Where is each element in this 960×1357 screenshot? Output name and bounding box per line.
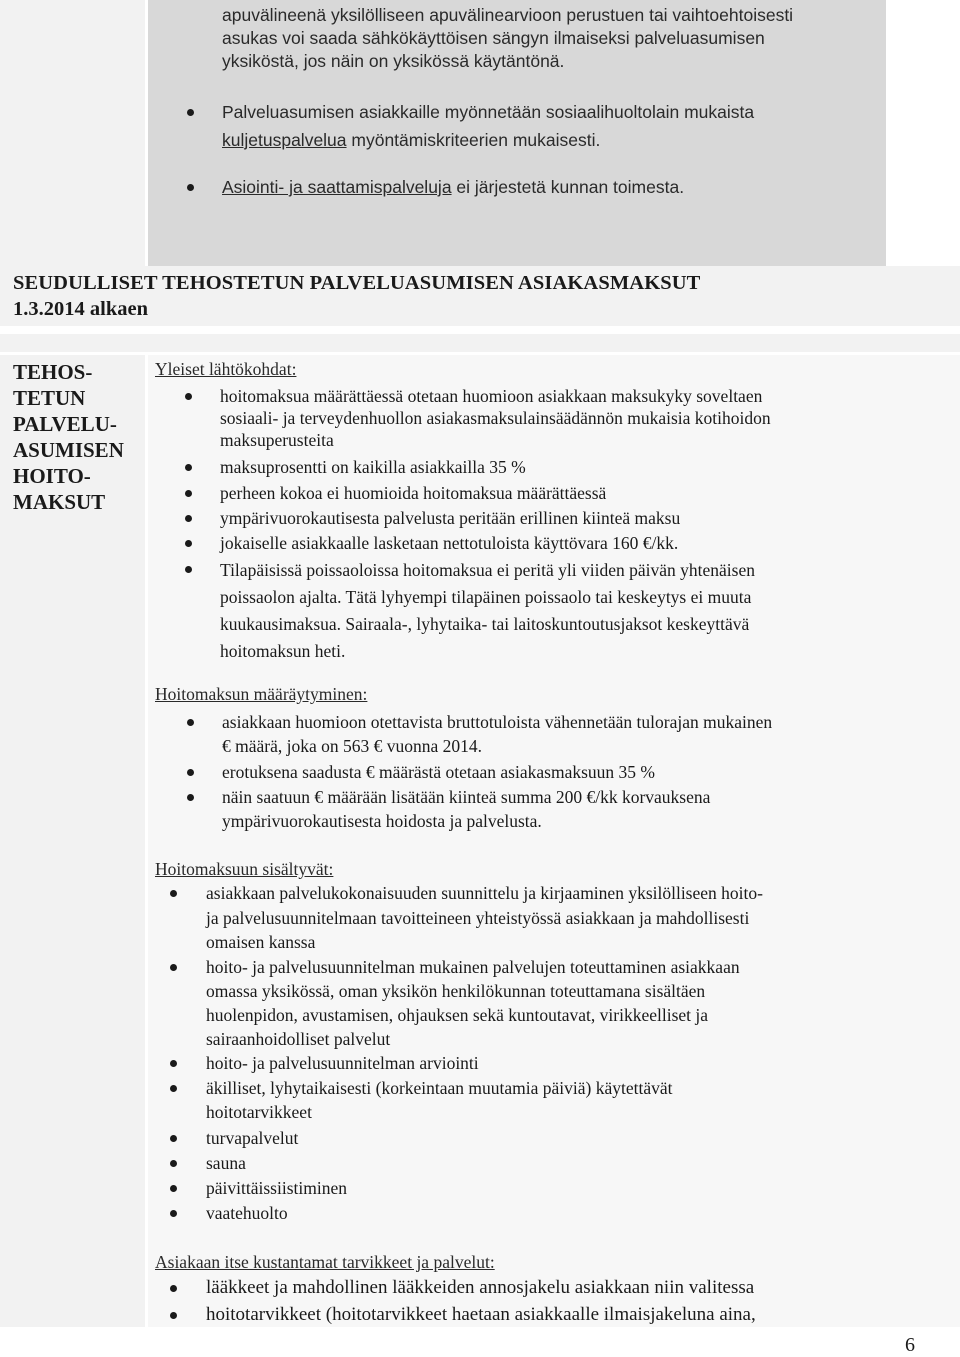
text-line: Palveluasumisen asiakkaille myönnetään sosiaalihuoltolain mukaista (222, 102, 755, 122)
text-line: hoitomaksun heti. (220, 641, 346, 661)
text-line: omaisen kanssa (206, 932, 316, 952)
bullet-icon (185, 540, 192, 547)
section-heading-self-paid: Asiakaan itse kustantamat tarvikkeet ja palvelut: (155, 1252, 495, 1272)
top-paragraph (222, 4, 862, 73)
text-line: asiakkaan palvelukokonaisuuden suunnittelu ja kirjaaminen yksilölliseen hoito- (206, 883, 763, 903)
text-line: hoitotarvikkeet (206, 1102, 312, 1122)
text-line: maksuperusteita (220, 430, 334, 450)
text-line: äkilliset, lyhytaikaisesti (korkeintaan muutamia päiviä) käytettävät (206, 1078, 673, 1098)
bullet-icon (185, 566, 192, 573)
text-line: erotuksena saadusta € määrästä otetaan asiakasmaksuun 35 % (222, 762, 655, 782)
bullet-icon (170, 1210, 177, 1217)
bullet-icon (170, 1060, 177, 1067)
title-line: HOITO- (13, 464, 91, 488)
title-line: PALVELU- (13, 412, 117, 436)
bullet-icon (170, 1160, 177, 1167)
text-fragment: ei järjestetä kunnan toimesta. (451, 177, 685, 197)
text-line: turvapalvelut (206, 1128, 299, 1148)
bullet-icon (187, 184, 194, 191)
text-line: sairaanhoidolliset palvelut (206, 1029, 391, 1049)
text-line: näin saatuun € määrään lisätään kiinteä summa 200 €/kk korvauksena (222, 787, 711, 807)
bullet-icon (187, 109, 194, 116)
text-line: päivittäissiistiminen (206, 1178, 347, 1198)
text-line: Tilapäisissä poissaoloissa hoitomaksua ei peritä yli viiden päivän yhtenäisen (220, 560, 755, 580)
text-line: vaatehuolto (206, 1203, 288, 1223)
text-line: yksiköstä, jos näin on yksikössä käytäntönä. (222, 51, 565, 71)
text-line: hoitotarvikkeet (hoitotarvikkeet haetaan asiakkaalle ilmaisjakeluna aina, (206, 1304, 756, 1325)
bullet-icon (187, 719, 194, 726)
section-title: SEUDULLISET TEHOSTETUN PALVELUASUMISEN ASIAKASMAKSUT (13, 272, 701, 294)
bullet-icon (187, 794, 194, 801)
text-line: kuukausimaksua. Sairaala-, lyhytaika- tai laitoskuntoutusjaksot keskeyttävä (220, 614, 750, 634)
spacer-bar (0, 334, 960, 352)
text-line: apuvälineenä yksilölliseen apuvälinearvioon perustuen tai vaihtoehtoisesti (222, 5, 794, 25)
bullet-icon (170, 1312, 177, 1319)
section-heading-fee-determination: Hoitomaksun määräytyminen: (155, 684, 368, 704)
text-line: hoito- ja palvelusuunnitelman arviointi (206, 1053, 479, 1073)
text-line: sosiaali- ja terveydenhuollon asiakasmaksulainsäädännön mukaisia kotihoidon (220, 408, 771, 428)
text-line: asukas voi saada sähkökäyttöisen sängyn ilmaiseksi palveluasumisen (222, 28, 765, 48)
text-line: hoito- ja palvelusuunnitelman mukainen palvelujen toteuttaminen asiakkaan (206, 957, 740, 977)
text-line: asiakkaan huomioon otettavista bruttotuloista vähennetään tulorajan mukainen (222, 712, 773, 732)
section-heading-fee-includes: Hoitomaksuun sisältyvät: (155, 859, 334, 879)
title-line: MAKSUT (13, 490, 106, 514)
transport-service-link[interactable]: kuljetuspalvelua (222, 130, 347, 150)
section-heading-general: Yleiset lähtökohdat: (155, 359, 297, 379)
text-line: ympärivuorokautisesta palvelusta peritään erillinen kiinteä maksu (220, 508, 681, 528)
bullet-icon (170, 890, 177, 897)
text-line: omassa yksikössä, oman yksikön henkilökunnan toteuttamana sisältäen (206, 981, 706, 1001)
bullet-icon (185, 464, 192, 471)
bullet-icon (187, 769, 194, 776)
text-line: sauna (206, 1153, 246, 1173)
text-line: jokaiselle asiakkaalle lasketaan nettotuloista käyttövara 160 €/kk. (220, 533, 679, 553)
section-date: 1.3.2014 alkaen (13, 298, 148, 320)
text-line: maksuprosentti on kaikilla asiakkailla 35 % (220, 457, 526, 477)
text-line: huolenpidon, avustamisen, ohjauksen sekä kuntoutavat, virikkeelliset ja (206, 1005, 709, 1025)
text-line: € määrä, joka on 563 € vuonna 2014. (222, 736, 483, 756)
left-column-title (13, 359, 143, 515)
text-line: ja palvelusuunnitelmaan tavoitteineen yhteistyössä asiakkaan ja mahdollisesti (206, 907, 750, 928)
title-line: TETUN (13, 386, 86, 410)
bullet-icon (170, 1185, 177, 1192)
text-line: poissaolon ajalta. Tätä lyhyempi tilapäinen poissaolo tai keskeytys ei muuta (220, 587, 752, 607)
bullet-icon (185, 515, 192, 522)
bullet-icon (170, 1285, 177, 1292)
bullet-icon (170, 1085, 177, 1092)
bullet-icon (185, 393, 192, 400)
errand-service-link[interactable]: Asiointi- ja saattamispalveluja (222, 177, 452, 197)
bullet-icon (170, 1135, 177, 1142)
bullet-icon (170, 964, 177, 971)
text-line: lääkkeet ja mahdollinen lääkkeiden annosjakelu asiakkaan niin valitessa (206, 1277, 755, 1298)
text-line: perheen kokoa ei huomioida hoitomaksua määrättäessä (220, 483, 607, 503)
table-cell-left-top (0, 0, 145, 266)
text-fragment: myöntämiskriteerien mukaisesti. (346, 130, 601, 150)
bullet-icon (185, 490, 192, 497)
page-number: 6 (905, 1334, 915, 1356)
title-line: ASUMISEN (13, 438, 124, 462)
text-line: ympärivuorokautisesta hoidosta ja palvelusta. (222, 811, 542, 831)
title-line: TEHOS- (13, 360, 93, 384)
text-line: hoitomaksua määrättäessä otetaan huomioon asiakkaan maksukyky soveltaen (220, 386, 763, 406)
